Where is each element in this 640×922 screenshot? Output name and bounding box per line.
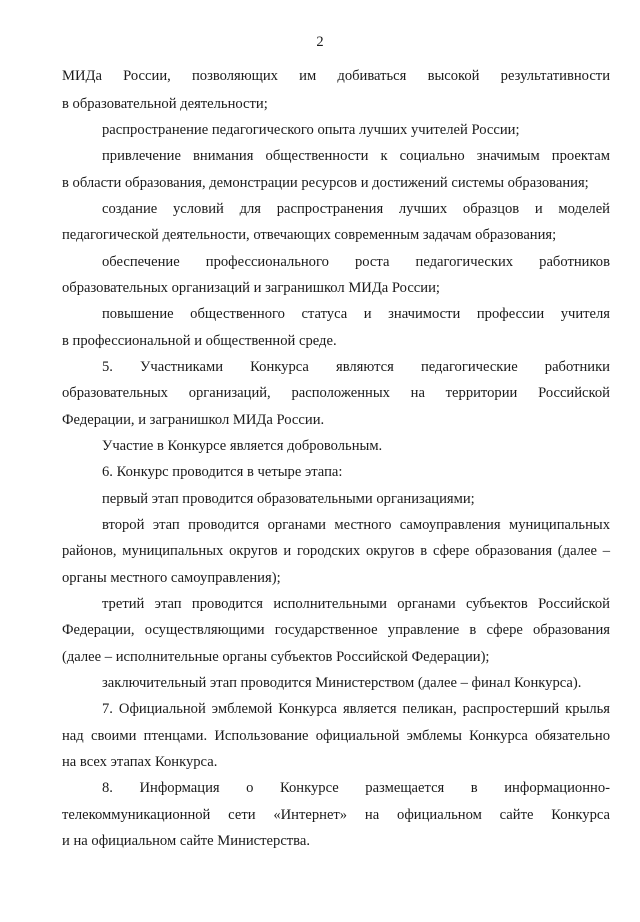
- text-line: обеспечение профессионального роста педагогических работников: [102, 254, 610, 270]
- text-line: 8. Информация о Конкурсе размещается в информационно-: [102, 780, 610, 796]
- text-line: привлечение внимания общественности к социально значимым проектам: [102, 148, 610, 164]
- text-line: повышение общественного статуса и значимости профессии учителя: [102, 306, 610, 322]
- text-line: в области образования, демонстрации ресурсов и достижений системы образования;: [62, 175, 589, 191]
- text-line: в профессиональной и общественной среде.: [62, 333, 337, 349]
- text-line: второй этап проводится органами местного самоуправления муниципальных: [102, 517, 610, 533]
- text-line: распространение педагогического опыта лучших учителей России;: [102, 122, 520, 138]
- text-line: образовательных организаций и загранишкол МИДа России;: [62, 280, 440, 296]
- text-line: в образовательной деятельности;: [62, 96, 268, 112]
- text-line: и на официальном сайте Министерства.: [62, 833, 310, 849]
- text-line: (далее – исполнительные органы субъектов Российской Федерации);: [62, 649, 490, 665]
- text-line: районов, муниципальных округов и городских округов в сфере образования (далее –: [62, 543, 610, 559]
- text-line: 6. Конкурс проводится в четыре этапа:: [102, 464, 343, 480]
- text-line: Федерации, осуществляющими государственное управление в сфере образования: [62, 622, 610, 638]
- text-line: Федерации, и загранишкол МИДа России.: [62, 412, 325, 428]
- text-line: органы местного самоуправления);: [62, 570, 281, 586]
- text-line: 7. Официальной эмблемой Конкурса является пеликан, распростерший крылья: [102, 701, 610, 717]
- text-line: заключительный этап проводится Министерством (далее – финал Конкурса).: [102, 675, 582, 691]
- text-line: педагогической деятельности, отвечающих современным задачам образования;: [62, 227, 557, 243]
- text-line: над своими птенцами. Использование официальной эмблемы Конкурса обязательно: [62, 728, 610, 744]
- page-number: 2: [316, 34, 324, 50]
- text-line: первый этап проводится образовательными организациями;: [102, 491, 475, 507]
- text-line: на всех этапах Конкурса.: [62, 754, 218, 770]
- text-line: МИДа России, позволяющих им добиваться высокой результативности: [62, 68, 610, 84]
- text-line: телекоммуникационной сети «Интернет» на официальном сайте Конкурса: [62, 807, 610, 823]
- text-line: 5. Участниками Конкурса являются педагогические работники: [102, 359, 610, 375]
- text-line: образовательных организаций, расположенных на территории Российской: [62, 385, 610, 401]
- text-line: Участие в Конкурсе является добровольным.: [102, 438, 383, 454]
- text-line: создание условий для распространения лучших образцов и моделей: [102, 201, 610, 217]
- text-line: третий этап проводится исполнительными органами субъектов Российской: [102, 596, 610, 612]
